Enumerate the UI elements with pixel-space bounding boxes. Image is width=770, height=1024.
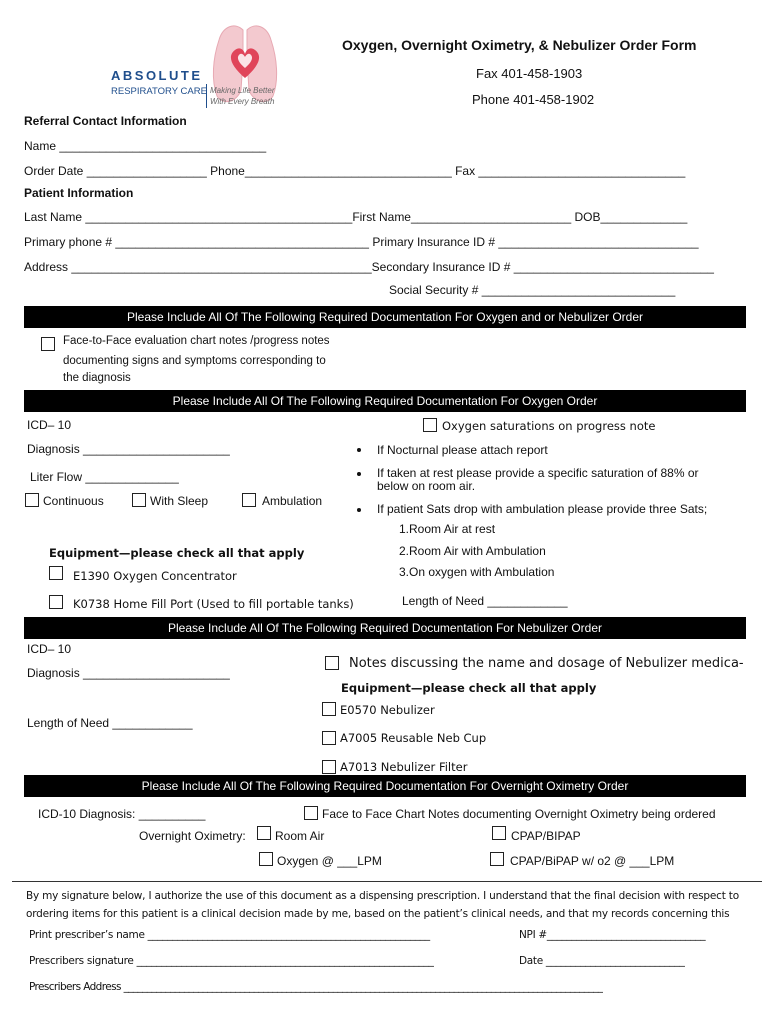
phone-number: Phone 401-458-1902 [472, 92, 595, 107]
patient-heading: Patient Information [24, 186, 134, 200]
with-sleep-label: With Sleep [150, 494, 209, 508]
ambulation-label: Ambulation [262, 494, 323, 508]
k0738-checkbox[interactable] [49, 595, 63, 609]
prescriber-name-field[interactable]: Print prescriber’s name _________________________________________________________ [29, 929, 430, 941]
nebulizer-equipment-heading: Equipment—please check all that apply [341, 681, 597, 695]
f2f-line-3: the diagnosis [63, 372, 131, 384]
patient-phone-insurance-field[interactable]: Primary phone # ______________________________________ Primary Insurance ID # ______________________________ [24, 235, 699, 249]
oximetry-icd-diagnosis-field[interactable]: ICD-10 Diagnosis: __________ [38, 807, 206, 821]
oximetry-f2f-label: Face to Face Chart Notes documenting Overnight Oximetry being ordered [322, 807, 716, 821]
oximetry-f2f-checkbox[interactable] [304, 806, 318, 820]
patient-name-dob-field[interactable]: Last Name ________________________________________First Name________________________ DOB_____________ [24, 210, 688, 224]
oxygen-length-of-need-field[interactable]: Length of Need ____________ [402, 594, 568, 608]
bullet [357, 508, 361, 512]
sat-room-air-ambulation: 2.Room Air with Ambulation [399, 544, 546, 558]
section-bar-oximetry: Please Include All Of The Following Required Documentation For Overnight Oximetry Order [24, 775, 746, 797]
with-sleep-checkbox[interactable] [132, 493, 146, 507]
nebulizer-length-of-need-field[interactable]: Length of Need ____________ [27, 716, 193, 730]
e0570-checkbox[interactable] [322, 702, 336, 716]
a7013-checkbox[interactable] [322, 760, 336, 774]
e1390-checkbox[interactable] [49, 566, 63, 580]
signature-date-field[interactable]: Date ____________________________ [519, 955, 685, 967]
referral-heading: Referral Contact Information [24, 114, 187, 128]
logo-divider [206, 84, 207, 108]
k0738-label: K0738 Home Fill Port (Used to fill portable tanks) [73, 597, 354, 611]
room-air-label: Room Air [275, 829, 325, 843]
bullet [357, 448, 361, 452]
oxygen-saturation-checkbox[interactable] [423, 418, 437, 432]
f2f-line-2: documenting signs and symptoms corresponding to [63, 355, 326, 367]
nebulizer-notes-checkbox[interactable] [325, 656, 339, 670]
oxygen-lpm-label: Oxygen @ ___LPM [277, 854, 382, 868]
cpap-o2-checkbox[interactable] [490, 852, 504, 866]
oxygen-equipment-heading: Equipment—please check all that apply [49, 546, 305, 560]
section-bar-oxygen: Please Include All Of The Following Required Documentation For Oxygen Order [24, 390, 746, 412]
oxygen-icd-label: ICD– 10 [27, 418, 72, 432]
continuous-label: Continuous [43, 494, 104, 508]
nebulizer-icd-label: ICD– 10 [27, 642, 72, 656]
cpap-bipap-label: CPAP/BIPAP [511, 829, 581, 843]
a7013-label: A7013 Nebulizer Filter [340, 760, 468, 774]
sat-room-air-rest: 1.Room Air at rest [399, 522, 496, 536]
a7005-label: A7005 Reusable Neb Cup [340, 731, 487, 745]
patient-address-field[interactable]: Address _____________________________________________Secondary Insurance ID # ______________________________ [24, 260, 714, 274]
logo-brand: ABSOLUTE [111, 68, 203, 83]
prescriber-signature-field[interactable]: Prescribers signature ____________________________________________________________ [29, 955, 434, 967]
oxygen-saturation-label: Oxygen saturations on progress note [442, 419, 656, 433]
social-security-field[interactable]: Social Security # _____________________________ [389, 283, 676, 297]
face-to-face-checkbox[interactable] [41, 337, 55, 351]
section-bar-oxygen-nebulizer: Please Include All Of The Following Required Documentation For Oxygen and or Nebulizer Order [24, 306, 746, 328]
ambulation-checkbox[interactable] [242, 493, 256, 507]
referral-name-field[interactable]: Name _______________________________ [24, 139, 267, 153]
fax-number: Fax 401-458-1903 [476, 66, 583, 81]
liter-flow-field[interactable]: Liter Flow ______________ [30, 470, 179, 484]
rest-saturation-note-2: below on room air. [377, 479, 476, 493]
cpap-bipap-checkbox[interactable] [492, 826, 506, 840]
bullet [357, 472, 361, 476]
prescriber-address-field[interactable]: Prescribers Address _______________________________________________________________________________________________________ [29, 981, 603, 993]
room-air-checkbox[interactable] [257, 826, 271, 840]
form-title: Oxygen, Overnight Oximetry, & Nebulizer Order Form [342, 37, 697, 53]
signature-divider [12, 881, 762, 882]
sat-oxygen-ambulation: 3.On oxygen with Ambulation [399, 565, 555, 579]
oxygen-diagnosis-field[interactable]: Diagnosis ______________________ [27, 442, 230, 456]
overnight-oximetry-label: Overnight Oximetry: [139, 829, 246, 843]
nebulizer-notes-label: Notes discussing the name and dosage of Nebulizer medica- [349, 656, 744, 671]
f2f-line-1: Face-to-Face evaluation chart notes /progress notes [63, 335, 330, 347]
logo-tagline-2: With Every Breath [210, 97, 275, 106]
nocturnal-note: If Nocturnal please attach report [377, 443, 548, 457]
authorization-text-1: By my signature below, I authorize the use of this document as a dispensing prescription. I understand that the final decision with respect to [26, 890, 739, 902]
logo-tagline-1: Making Life Better [210, 86, 275, 95]
e1390-label: E1390 Oxygen Concentrator [73, 569, 237, 583]
nebulizer-diagnosis-field[interactable]: Diagnosis ______________________ [27, 666, 230, 680]
continuous-checkbox[interactable] [25, 493, 39, 507]
oxygen-lpm-checkbox[interactable] [259, 852, 273, 866]
logo-sub: RESPIRATORY CARE [111, 86, 207, 97]
order-date-phone-fax-field[interactable]: Order Date __________________ Phone_______________________________ Fax _______________________________ [24, 164, 686, 178]
authorization-text-2: ordering items for this patient is a clinical decision made by me, based on the patient’s clinical needs, and that my records concerning this [26, 908, 730, 920]
rest-saturation-note-1: If taken at rest please provide a specific saturation of 88% or [377, 466, 699, 480]
ambulation-sats-note: If patient Sats drop with ambulation please provide three Sats; [377, 502, 708, 516]
section-bar-nebulizer: Please Include All Of The Following Required Documentation For Nebulizer Order [24, 617, 746, 639]
npi-field[interactable]: NPI #________________________________ [519, 929, 706, 941]
e0570-label: E0570 Nebulizer [340, 703, 435, 717]
cpap-o2-label: CPAP/BiPAP w/ o2 @ ___LPM [510, 854, 675, 868]
a7005-checkbox[interactable] [322, 731, 336, 745]
